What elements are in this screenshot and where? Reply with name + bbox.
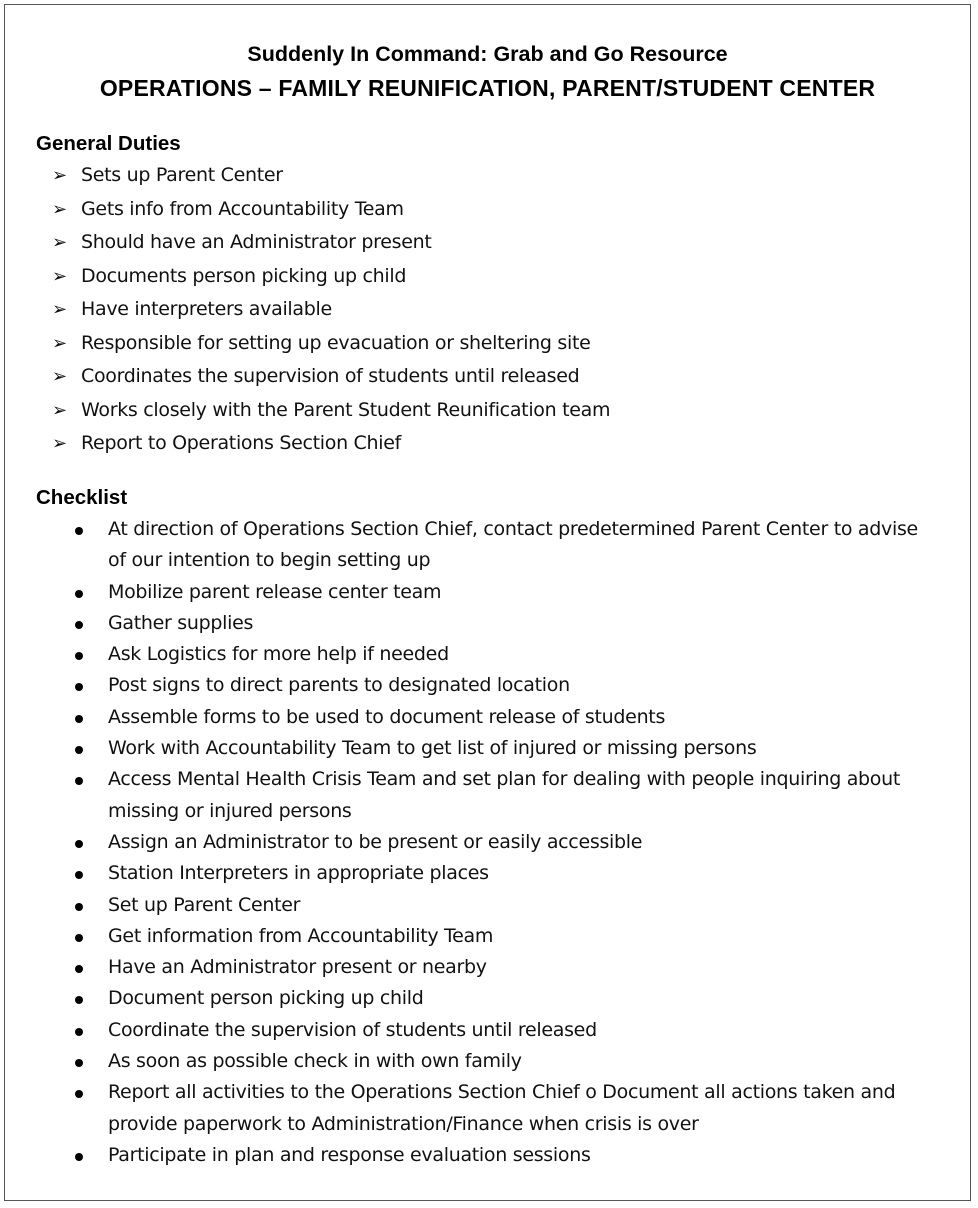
- list-item: Gather supplies: [5, 608, 970, 639]
- list-item: At direction of Operations Section Chief, contact predetermined Parent Center to advise of our intention to begin setting up: [5, 514, 970, 577]
- list-item: Document person picking up child: [5, 983, 970, 1014]
- list-item: Assign an Administrator to be present or easily accessible: [5, 827, 970, 858]
- list-item: Assemble forms to be used to document release of students: [5, 702, 970, 733]
- list-item: Report all activities to the Operations Section Chief o Document all actions taken and provide paperwork to Administration/Finance when crisis is over: [5, 1077, 970, 1140]
- list-item: ➢ Have interpreters available: [5, 293, 970, 327]
- arrowhead-bullet-icon: ➢: [52, 332, 67, 354]
- round-bullet-icon: [75, 840, 83, 848]
- checklist-heading: Checklist: [36, 486, 128, 509]
- arrowhead-bullet-icon: ➢: [52, 198, 67, 220]
- list-item: Ask Logistics for more help if needed: [5, 639, 970, 670]
- round-bullet-icon: [75, 1028, 83, 1036]
- document-title: Suddenly In Command: Grab and Go Resource: [247, 42, 728, 66]
- arrowhead-bullet-icon: ➢: [52, 265, 67, 287]
- round-bullet-icon: [75, 965, 83, 973]
- list-item: Access Mental Health Crisis Team and set plan for dealing with people inquiring about missing or injured persons: [5, 764, 970, 827]
- round-bullet-icon: [75, 777, 83, 785]
- list-item: Have an Administrator present or nearby: [5, 952, 970, 983]
- round-bullet-icon: [75, 903, 83, 911]
- round-bullet-icon: [75, 621, 83, 629]
- list-item: As soon as possible check in with own family: [5, 1046, 970, 1077]
- round-bullet-icon: [75, 934, 83, 942]
- checklist-list: [5, 514, 970, 1171]
- arrowhead-bullet-icon: ➢: [52, 299, 67, 320]
- round-bullet-icon: [75, 527, 83, 535]
- arrowhead-bullet-icon: ➢: [52, 433, 67, 454]
- round-bullet-icon: [75, 1059, 83, 1067]
- round-bullet-icon: [75, 715, 83, 723]
- list-item: ➢ Report to Operations Section Chief: [5, 427, 970, 461]
- list-item: Mobilize parent release center team: [5, 577, 970, 608]
- round-bullet-icon: [75, 996, 83, 1004]
- list-item: Get information from Accountability Team: [5, 921, 970, 952]
- general-duties-heading: General Duties: [36, 132, 181, 155]
- arrowhead-bullet-icon: ➢: [52, 165, 67, 186]
- round-bullet-icon: [75, 871, 83, 879]
- round-bullet-icon: [75, 746, 83, 754]
- list-item: Station Interpreters in appropriate places: [5, 858, 970, 889]
- list-item: ➢ Works closely with the Parent Student Reunification team: [5, 394, 970, 428]
- list-item: Work with Accountability Team to get list of injured or missing persons: [5, 733, 970, 764]
- list-item: ➢ Coordinates the supervision of students until released: [5, 360, 970, 394]
- list-item: ➢ Gets info from Accountability Team: [5, 193, 970, 227]
- list-item: ➢ Sets up Parent Center: [5, 159, 970, 193]
- list-item: ➢ Documents person picking up child: [5, 260, 970, 294]
- round-bullet-icon: [75, 683, 83, 691]
- round-bullet-icon: [75, 1090, 83, 1098]
- general-duties-list: [5, 159, 970, 461]
- document-page: [4, 4, 971, 1201]
- round-bullet-icon: [75, 1153, 83, 1161]
- arrowhead-bullet-icon: ➢: [52, 366, 67, 387]
- list-item: ➢ Responsible for setting up evacuation or sheltering site: [5, 327, 970, 361]
- round-bullet-icon: [75, 590, 83, 598]
- round-bullet-icon: [75, 652, 83, 660]
- list-item: Participate in plan and response evaluation sessions: [5, 1140, 970, 1171]
- arrowhead-bullet-icon: ➢: [52, 399, 67, 421]
- list-item: ➢ Should have an Administrator present: [5, 226, 970, 260]
- list-item: Coordinate the supervision of students until released: [5, 1015, 970, 1046]
- arrowhead-bullet-icon: ➢: [52, 232, 67, 253]
- list-item: Post signs to direct parents to designated location: [5, 670, 970, 701]
- list-item: Set up Parent Center: [5, 890, 970, 921]
- document-subtitle: OPERATIONS – FAMILY REUNIFICATION, PARENT/STUDENT CENTER: [99, 75, 876, 101]
